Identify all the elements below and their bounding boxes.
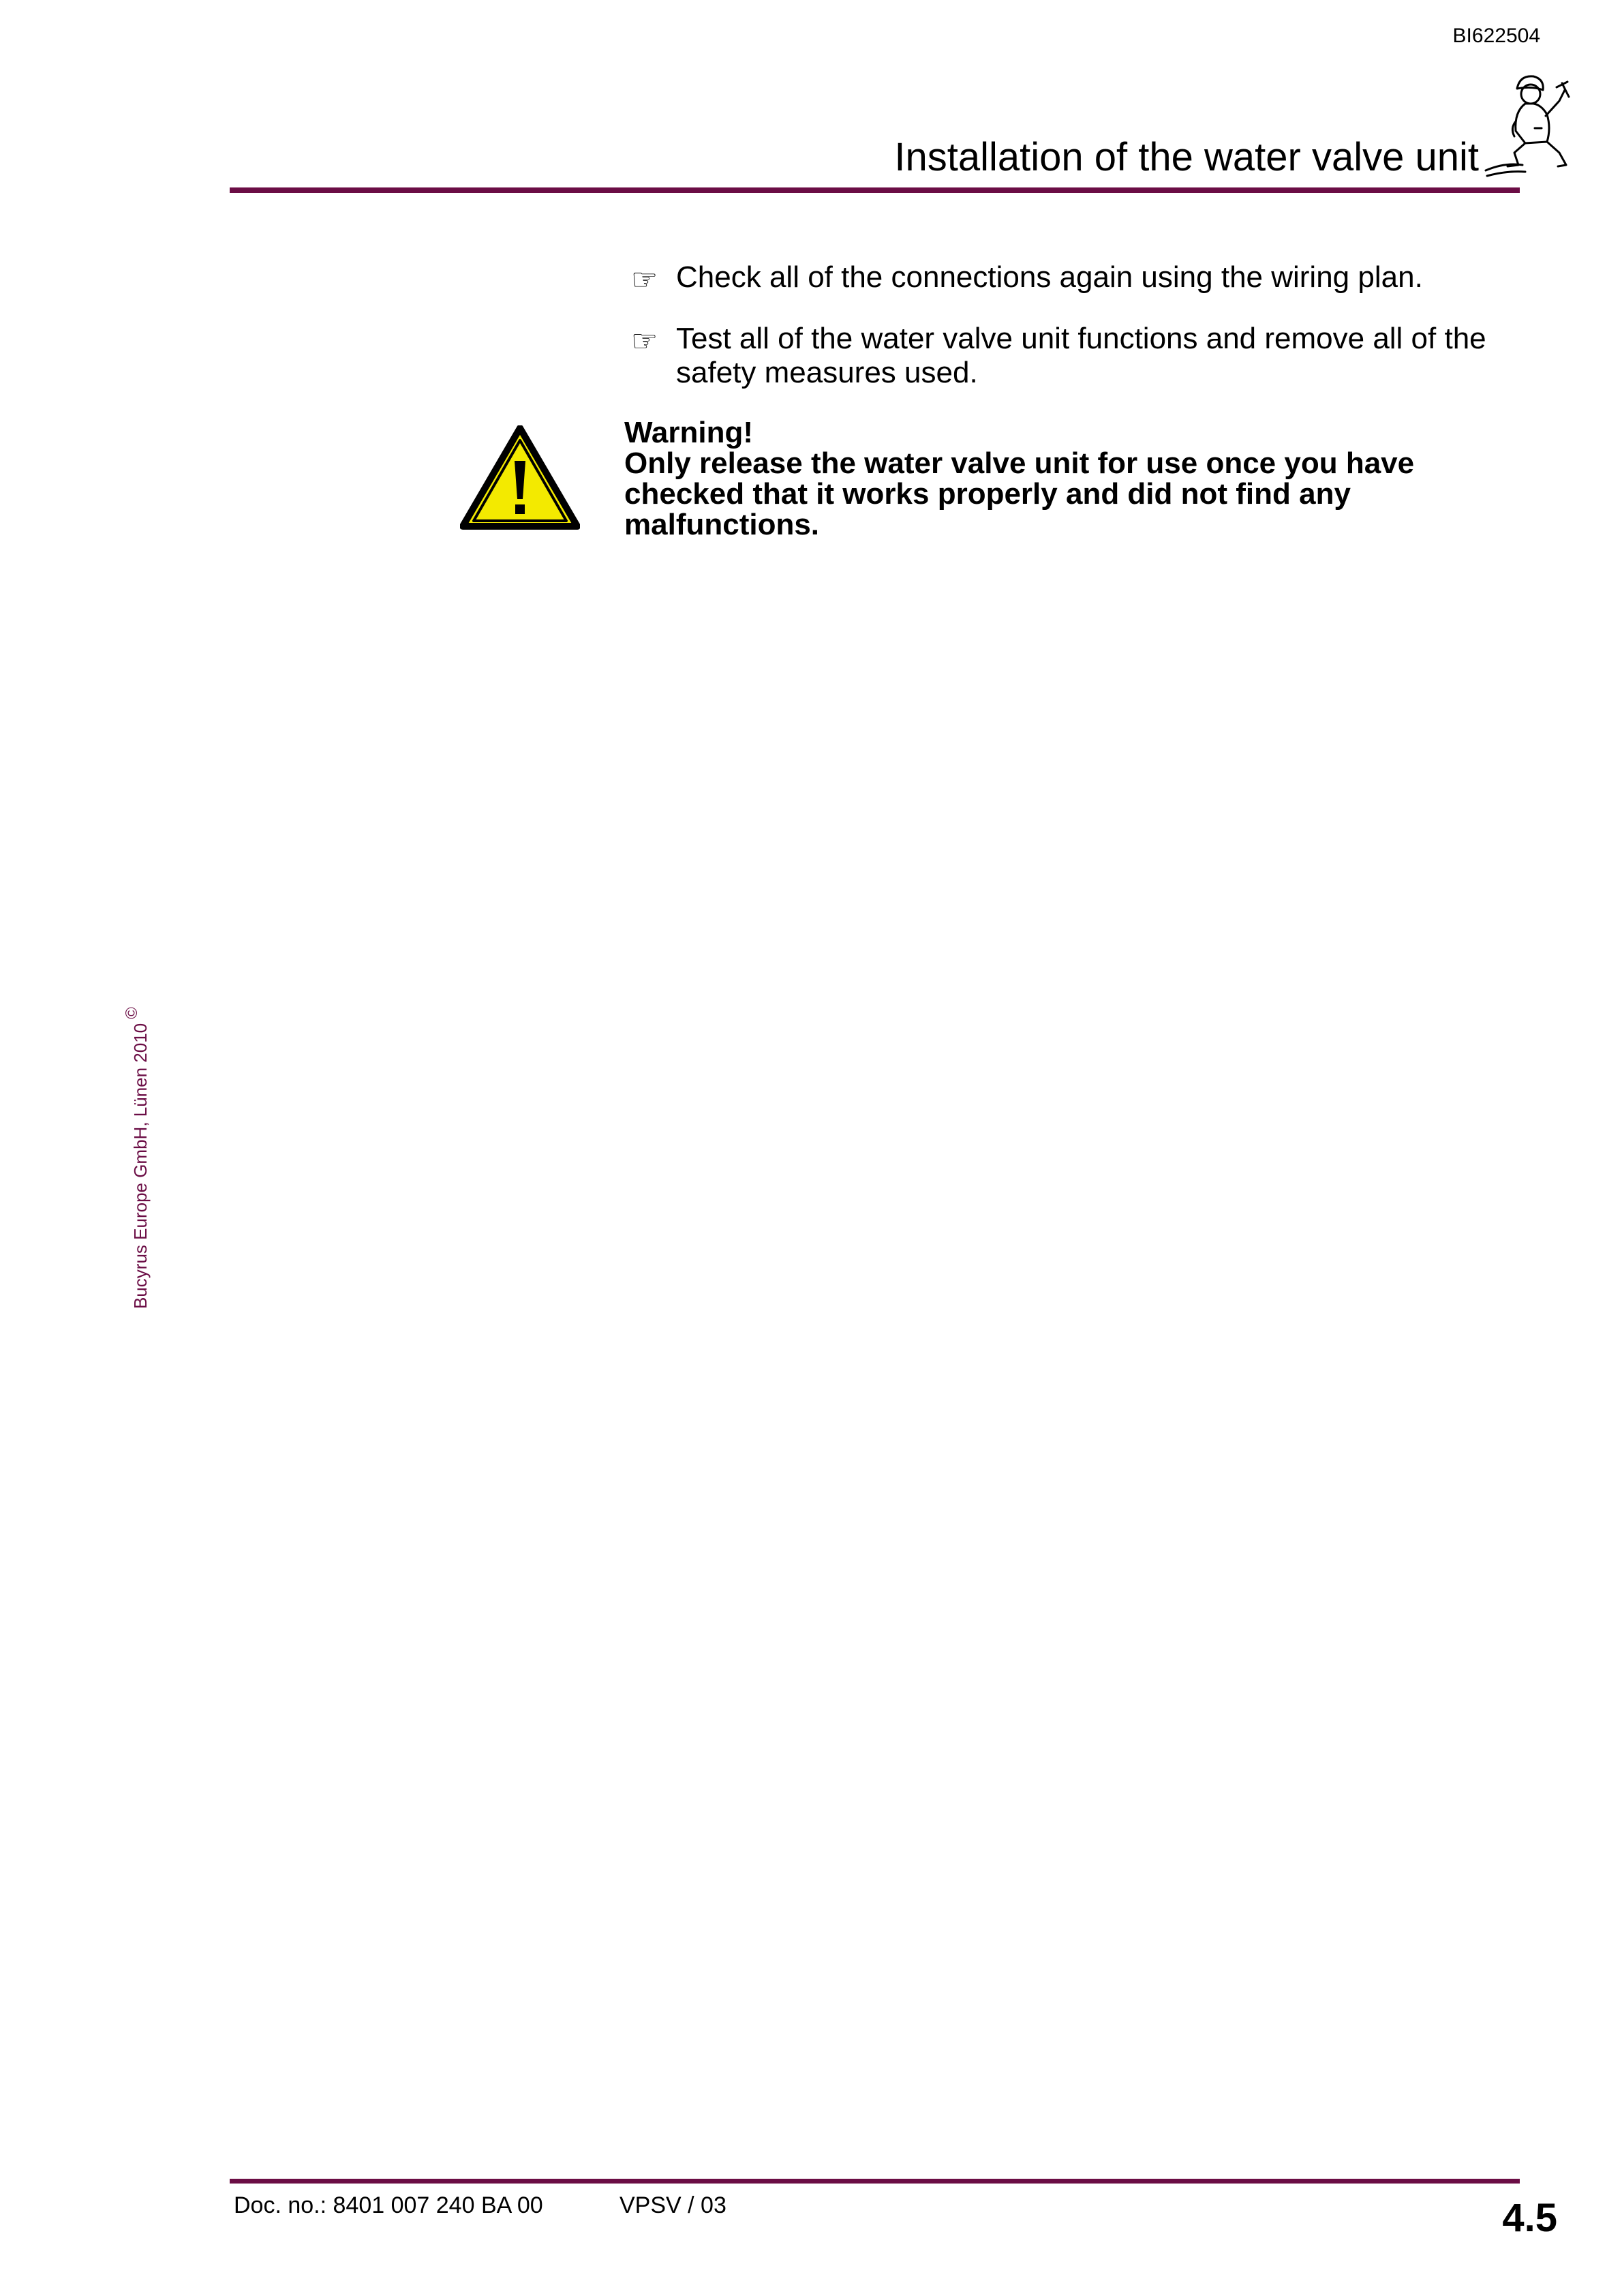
warning-triangle-icon [460,425,580,530]
document-revision: VPSV / 03 [619,2192,726,2218]
header-divider [230,187,1520,193]
page-title: Installation of the water valve unit [894,135,1479,179]
step-text: Check all of the connections again using the wiring plan. [676,260,1423,294]
worker-with-tool-icon [1484,63,1580,179]
footer-divider [230,2179,1520,2184]
warning-line: malfunctions. [624,508,820,541]
pointing-hand-icon: ☞ [631,262,658,297]
warning-line: Only release the water valve unit for use once you have [624,447,1415,480]
copyright-symbol: © [123,1007,141,1019]
copyright-text: Bucyrus Europe GmbH, Lünen 2010 [130,1023,151,1309]
copyright-note [123,1007,151,1309]
document-id: BI622504 [1452,25,1540,47]
step-text: Test all of the water valve unit functions and remove all of the safety measures used. [676,322,1486,389]
warning-heading: Warning! [624,416,753,449]
warning-message [624,417,1510,540]
document-number: Doc. no.: 8401 007 240 BA 00 [234,2192,543,2218]
warning-line: checked that it works properly and did not find any [624,477,1351,511]
pointing-hand-icon: ☞ [631,324,658,359]
page-number: 4.5 [1502,2196,1557,2240]
instruction-step [631,322,1510,390]
instruction-step [631,260,1510,297]
